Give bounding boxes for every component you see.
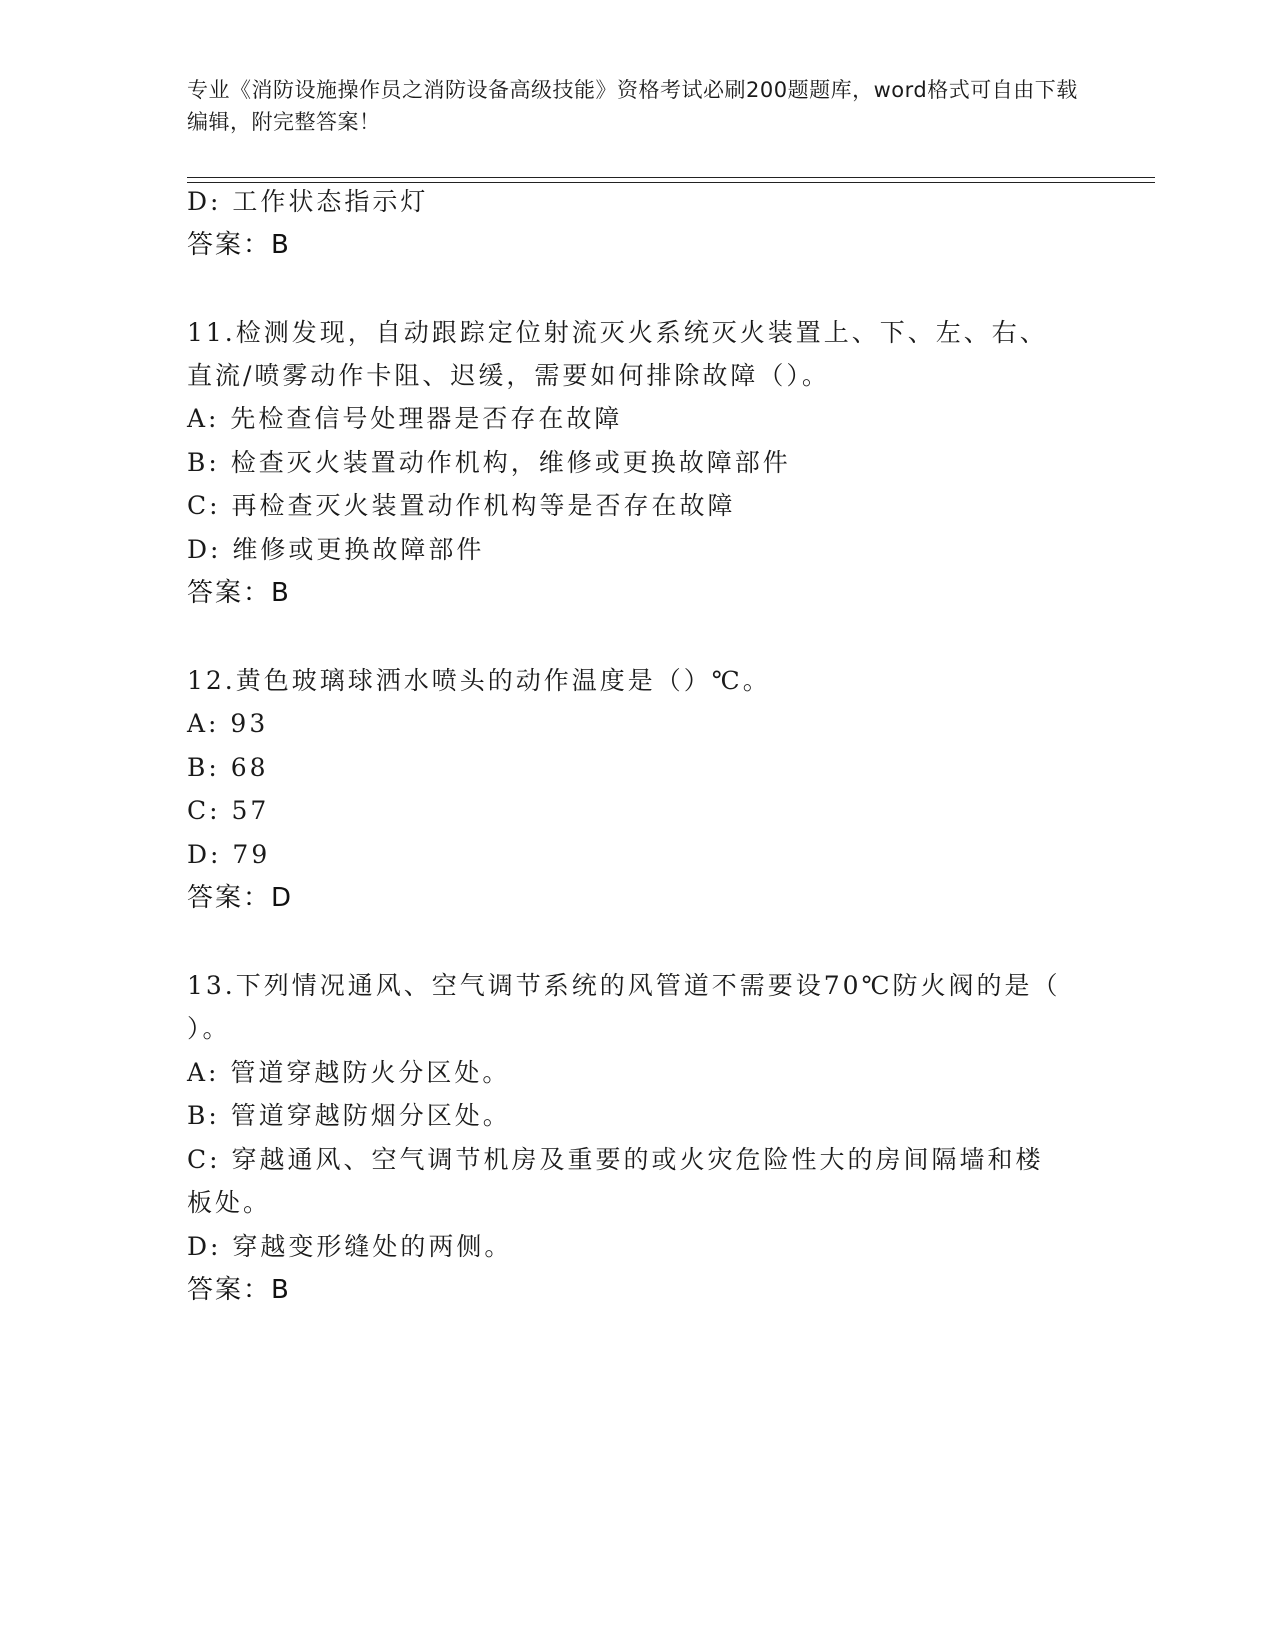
q13-option-c-line1: C: 穿越通风、空气调节机房及重要的或火灾危险性大的房间隔墙和楼	[187, 1145, 1044, 1174]
q10-answer: 答案：B	[187, 230, 291, 260]
q11-option-c: C: 再检查灭火装置动作机构等是否存在故障	[187, 491, 736, 520]
q13-option-d: D: 穿越变形缝处的两侧。	[187, 1232, 513, 1261]
q12-answer: 答案：D	[187, 883, 294, 913]
q12-option-b: B: 68	[187, 753, 269, 782]
q13-stem-line1: 13.下列情况通风、空气调节系统的风管道不需要设70℃防火阀的是（	[187, 971, 1061, 1000]
q11-answer: 答案：B	[187, 578, 291, 608]
q12-option-d: D: 79	[187, 840, 271, 869]
header-rule-bottom	[187, 182, 1155, 183]
q11-stem-line1: 11.检测发现，自动跟踪定位射流灭火系统灭火装置上、下、左、右、	[187, 318, 1048, 347]
q13-answer: 答案：B	[187, 1275, 291, 1305]
q12-stem: 12.黄色玻璃球洒水喷头的动作温度是（）℃。	[187, 666, 771, 695]
q12-option-a: A: 93	[187, 709, 269, 738]
document-header: 专业《消防设施操作员之消防设备高级技能》资格考试必刷200题题库，word格式可自由下载编辑，附完整答案！	[187, 78, 1078, 134]
q13-option-b: B: 管道穿越防烟分区处。	[187, 1101, 511, 1130]
q13-stem-line2: ）。	[187, 1014, 231, 1043]
q11-option-b: B: 检查灭火装置动作机构，维修或更换故障部件	[187, 448, 791, 477]
q11-option-a: A: 先检查信号处理器是否存在故障	[187, 404, 623, 433]
q11-stem-line2: 直流/喷雾动作卡阻、迟缓，需要如何排除故障（）。	[187, 361, 830, 390]
header-rule-top	[187, 177, 1155, 178]
q13-option-a: A: 管道穿越防火分区处。	[187, 1058, 511, 1087]
q10-option-d: D: 工作状态指示灯	[187, 187, 429, 216]
q11-option-d: D: 维修或更换故障部件	[187, 535, 485, 564]
q13-option-c-line2: 板处。	[187, 1188, 272, 1217]
q12-option-c: C: 57	[187, 796, 270, 825]
